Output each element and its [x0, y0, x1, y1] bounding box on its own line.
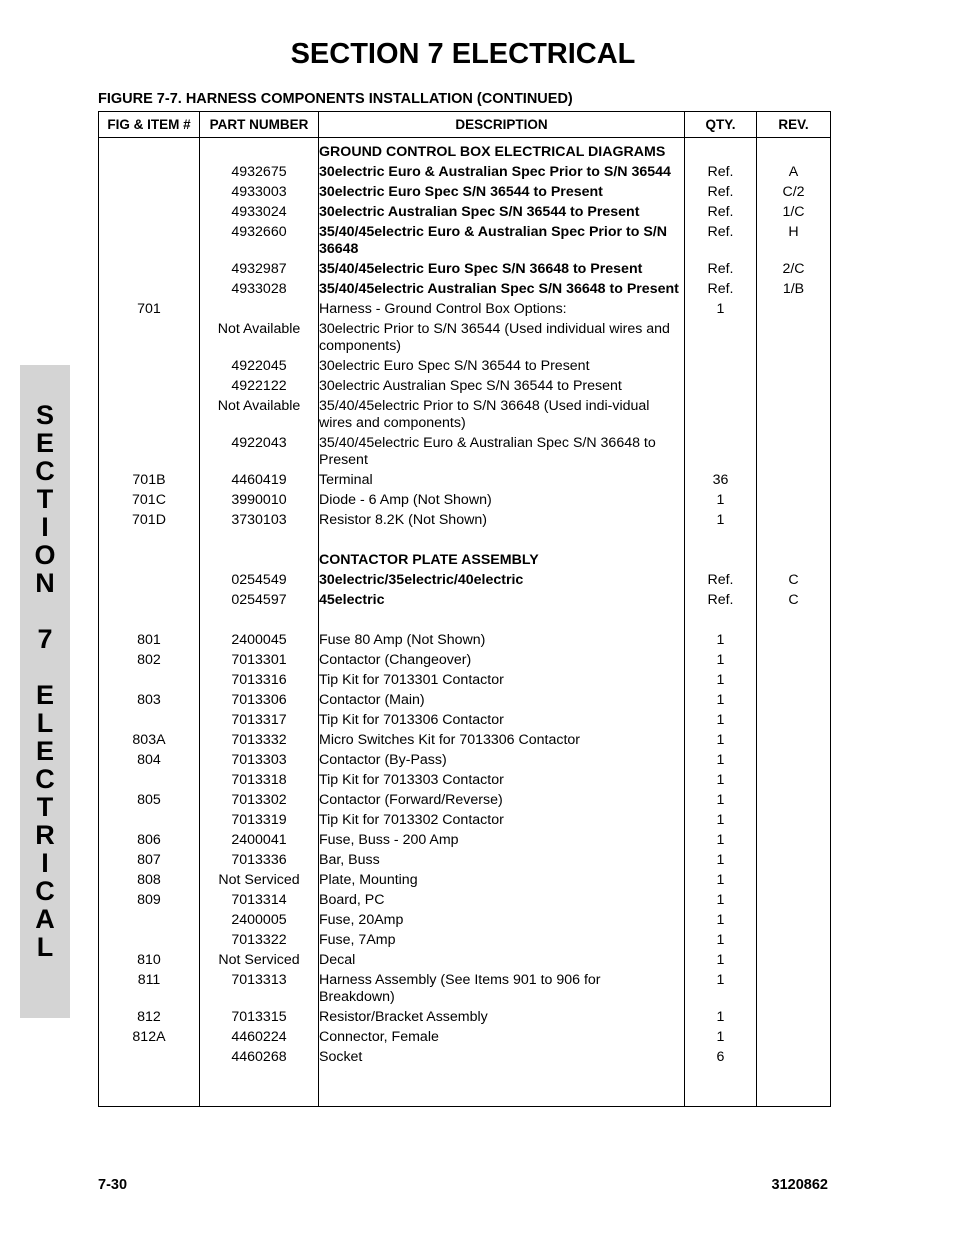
- part-number-cell: 7013322: [200, 932, 319, 952]
- qty-cell: 1: [685, 772, 757, 792]
- page-number: 7-30: [98, 1177, 128, 1193]
- table-row: [99, 832, 831, 852]
- spacer-cell: [99, 532, 200, 552]
- description-cell: Fuse, 7Amp: [319, 932, 685, 952]
- fig-item-cell: 701D: [99, 512, 200, 532]
- description-cell: Bar, Buss: [319, 852, 685, 872]
- description-cell: 35/40/45electric Euro Spec S/N 36648 to Present: [319, 261, 685, 281]
- part-number-cell: 7013301: [200, 652, 319, 672]
- fig-item-cell: [99, 164, 200, 184]
- table-row: [99, 772, 831, 792]
- table-row: [99, 892, 831, 912]
- document-number: 3120862: [771, 1177, 828, 1193]
- part-number-cell: 7013314: [200, 892, 319, 912]
- fig-item-cell: 808: [99, 872, 200, 892]
- part-number-cell: 0254549: [200, 572, 319, 592]
- table-row: [99, 184, 831, 204]
- qty-cell: [685, 321, 757, 358]
- rev-cell: [757, 492, 831, 512]
- part-number-cell: 4932675: [200, 164, 319, 184]
- rev-cell: [757, 435, 831, 472]
- description-cell: Tip Kit for 7013306 Contactor: [319, 712, 685, 732]
- fig-item-cell: [99, 932, 200, 952]
- rev-cell: [757, 832, 831, 852]
- rev-cell: A: [757, 164, 831, 184]
- fig-item-cell: 809: [99, 892, 200, 912]
- part-number-cell: 4922122: [200, 378, 319, 398]
- fig-item-cell: [99, 398, 200, 435]
- table-row: [99, 652, 831, 672]
- part-number-cell: 4933003: [200, 184, 319, 204]
- table-row: [99, 512, 831, 532]
- qty-cell: 1: [685, 892, 757, 912]
- qty-cell: 1: [685, 712, 757, 732]
- rev-cell: [757, 732, 831, 752]
- description-cell: Plate, Mounting: [319, 872, 685, 892]
- side-tab-letter: R: [35, 820, 55, 850]
- description-cell: 30electric/35electric/40electric: [319, 572, 685, 592]
- table-row: [99, 472, 831, 492]
- description-cell: Fuse 80 Amp (Not Shown): [319, 632, 685, 652]
- part-number-cell: 4933024: [200, 204, 319, 224]
- rev-cell: [757, 1049, 831, 1069]
- table-row: [99, 435, 831, 472]
- rev-cell: [757, 301, 831, 321]
- qty-cell: [685, 552, 757, 572]
- table-row: [99, 972, 831, 1009]
- qty-cell: 1: [685, 952, 757, 972]
- fig-item-cell: 806: [99, 832, 200, 852]
- description-cell: 35/40/45electric Euro & Australian Spec S/N 36648 to Present: [319, 435, 685, 472]
- description-cell: 30electric Euro Spec S/N 36544 to Present: [319, 184, 685, 204]
- fig-item-cell: [99, 138, 200, 165]
- spacer-cell: [99, 612, 200, 632]
- rev-cell: [757, 652, 831, 672]
- qty-cell: Ref.: [685, 204, 757, 224]
- fig-item-cell: [99, 552, 200, 572]
- qty-cell: Ref.: [685, 184, 757, 204]
- part-number-cell: Not Serviced: [200, 952, 319, 972]
- rev-cell: C: [757, 592, 831, 612]
- side-tab-letter: C: [35, 876, 55, 906]
- table-header-row: [99, 112, 831, 138]
- part-number-cell: 2400041: [200, 832, 319, 852]
- qty-cell: Ref.: [685, 261, 757, 281]
- description-cell: GROUND CONTROL BOX ELECTRICAL DIAGRAMS: [319, 138, 685, 165]
- table-row: [99, 872, 831, 892]
- description-cell: Harness Assembly (See Items 901 to 906 for Breakdown): [319, 972, 685, 1009]
- fig-item-cell: [99, 435, 200, 472]
- part-number-cell: 7013317: [200, 712, 319, 732]
- qty-cell: Ref.: [685, 224, 757, 261]
- fig-item-cell: 802: [99, 652, 200, 672]
- rev-cell: [757, 972, 831, 1009]
- part-number-cell: Not Available: [200, 398, 319, 435]
- description-cell: Diode - 6 Amp (Not Shown): [319, 492, 685, 512]
- fig-item-cell: [99, 378, 200, 398]
- fig-item-cell: 810: [99, 952, 200, 972]
- description-cell: 35/40/45electric Euro & Australian Spec Prior to S/N 36648: [319, 224, 685, 261]
- rev-cell: [757, 321, 831, 358]
- rev-cell: [757, 752, 831, 772]
- part-number-cell: [200, 301, 319, 321]
- fig-item-cell: 701B: [99, 472, 200, 492]
- rev-cell: [757, 472, 831, 492]
- fig-item-cell: [99, 772, 200, 792]
- part-number-cell: Not Serviced: [200, 872, 319, 892]
- rev-cell: [757, 632, 831, 652]
- table-row: [99, 321, 831, 358]
- rev-cell: [757, 512, 831, 532]
- qty-cell: [685, 378, 757, 398]
- table-row: [99, 912, 831, 932]
- description-cell: Tip Kit for 7013302 Contactor: [319, 812, 685, 832]
- qty-cell: 1: [685, 732, 757, 752]
- rev-cell: [757, 712, 831, 732]
- rev-cell: [757, 692, 831, 712]
- part-number-cell: 7013313: [200, 972, 319, 1009]
- description-cell: Tip Kit for 7013303 Contactor: [319, 772, 685, 792]
- part-number-cell: 7013318: [200, 772, 319, 792]
- rev-cell: [757, 912, 831, 932]
- fig-item-cell: [99, 321, 200, 358]
- side-tab-letter: E: [35, 680, 54, 710]
- description-cell: Harness - Ground Control Box Options:: [319, 301, 685, 321]
- column-header-rev: REV.: [757, 112, 831, 138]
- fig-item-cell: 805: [99, 792, 200, 812]
- description-cell: 30electric Euro & Australian Spec Prior to S/N 36544: [319, 164, 685, 184]
- table-row: [99, 358, 831, 378]
- part-number-cell: 4933028: [200, 281, 319, 301]
- part-number-cell: 0254597: [200, 592, 319, 612]
- table-row: [99, 732, 831, 752]
- rev-cell: H: [757, 224, 831, 261]
- fig-item-cell: [99, 281, 200, 301]
- qty-cell: 6: [685, 1049, 757, 1069]
- table-row: [99, 852, 831, 872]
- description-cell: Contactor (Forward/Reverse): [319, 792, 685, 812]
- side-tab-letter: A: [35, 904, 55, 934]
- rev-cell: [757, 1009, 831, 1029]
- table-row: [99, 398, 831, 435]
- description-cell: Connector, Female: [319, 1029, 685, 1049]
- fig-item-cell: 803A: [99, 732, 200, 752]
- description-cell: Board, PC: [319, 892, 685, 912]
- description-cell: Contactor (By-Pass): [319, 752, 685, 772]
- table-row: [99, 792, 831, 812]
- table-row: [99, 552, 831, 572]
- spacer-cell: [319, 532, 685, 552]
- description-cell: Fuse, 20Amp: [319, 912, 685, 932]
- qty-cell: Ref.: [685, 164, 757, 184]
- table-row: [99, 492, 831, 512]
- part-number-cell: 4922045: [200, 358, 319, 378]
- qty-cell: [685, 435, 757, 472]
- fig-item-cell: [99, 912, 200, 932]
- spacer-cell: [685, 532, 757, 552]
- qty-cell: 1: [685, 812, 757, 832]
- fig-item-cell: [99, 1049, 200, 1069]
- qty-cell: 1: [685, 852, 757, 872]
- fig-item-cell: [99, 261, 200, 281]
- column-header-qty: QTY.: [685, 112, 757, 138]
- description-cell: Terminal: [319, 472, 685, 492]
- qty-cell: 1: [685, 932, 757, 952]
- qty-cell: 1: [685, 1009, 757, 1029]
- qty-cell: 1: [685, 872, 757, 892]
- figure-title: FIGURE 7-7. HARNESS COMPONENTS INSTALLATION (CONTINUED): [98, 91, 573, 107]
- qty-cell: 1: [685, 792, 757, 812]
- part-number-cell: 3990010: [200, 492, 319, 512]
- qty-cell: 1: [685, 672, 757, 692]
- side-tab-letter: O: [34, 540, 56, 570]
- rev-cell: [757, 852, 831, 872]
- filler-cell: [757, 1069, 831, 1107]
- table-row: [99, 672, 831, 692]
- description-cell: 35/40/45electric Prior to S/N 36648 (Used indi-vidual wires and components): [319, 398, 685, 435]
- side-tab-letter: E: [35, 736, 54, 766]
- qty-cell: 1: [685, 912, 757, 932]
- fig-item-cell: 807: [99, 852, 200, 872]
- table-row: [99, 692, 831, 712]
- table-row: [99, 138, 831, 165]
- table-row: [99, 164, 831, 184]
- table-row: [99, 952, 831, 972]
- description-cell: 30electric Australian Spec S/N 36544 to Present: [319, 204, 685, 224]
- table-row: [99, 301, 831, 321]
- section-side-tab: [20, 365, 70, 1018]
- qty-cell: 1: [685, 972, 757, 1009]
- filler-cell: [685, 1069, 757, 1107]
- qty-cell: 36: [685, 472, 757, 492]
- description-cell: Micro Switches Kit for 7013306 Contactor: [319, 732, 685, 752]
- rev-cell: [757, 892, 831, 912]
- spacer-row: [99, 532, 831, 552]
- table-row: [99, 752, 831, 772]
- fig-item-cell: [99, 712, 200, 732]
- qty-cell: 1: [685, 752, 757, 772]
- table-row: [99, 1009, 831, 1029]
- description-cell: 30electric Prior to S/N 36544 (Used individual wires and components): [319, 321, 685, 358]
- spacer-cell: [757, 532, 831, 552]
- description-cell: Tip Kit for 7013301 Contactor: [319, 672, 685, 692]
- fig-item-cell: 803: [99, 692, 200, 712]
- side-tab-letter: 7: [37, 624, 53, 654]
- filler-cell: [319, 1069, 685, 1107]
- parts-table-body: [99, 138, 831, 1107]
- rev-cell: 1/B: [757, 281, 831, 301]
- table-row: [99, 204, 831, 224]
- fig-item-cell: [99, 812, 200, 832]
- parts-table: [98, 111, 831, 1107]
- part-number-cell: [200, 138, 319, 165]
- rev-cell: [757, 138, 831, 165]
- fig-item-cell: 812: [99, 1009, 200, 1029]
- filler-cell: [200, 1069, 319, 1107]
- side-tab-letter: T: [36, 484, 54, 514]
- qty-cell: Ref.: [685, 281, 757, 301]
- part-number-cell: 2400005: [200, 912, 319, 932]
- part-number-cell: 7013302: [200, 792, 319, 812]
- spacer-cell: [757, 612, 831, 632]
- qty-cell: 1: [685, 492, 757, 512]
- description-cell: Resistor 8.2K (Not Shown): [319, 512, 685, 532]
- rev-cell: [757, 792, 831, 812]
- qty-cell: Ref.: [685, 572, 757, 592]
- part-number-cell: [200, 552, 319, 572]
- side-tab-gap: [20, 597, 70, 625]
- side-tab-letter: T: [36, 792, 54, 822]
- filler-cell: [99, 1069, 200, 1107]
- part-number-cell: 4932660: [200, 224, 319, 261]
- table-row: [99, 1049, 831, 1069]
- description-cell: Socket: [319, 1049, 685, 1069]
- table-row: [99, 712, 831, 732]
- qty-cell: [685, 138, 757, 165]
- fig-item-cell: [99, 592, 200, 612]
- rev-cell: [757, 872, 831, 892]
- rev-cell: [757, 552, 831, 572]
- side-tab-gap: [20, 653, 70, 681]
- qty-cell: [685, 398, 757, 435]
- table-row: [99, 281, 831, 301]
- spacer-cell: [685, 612, 757, 632]
- side-tab-letter: N: [35, 568, 55, 598]
- table-row: [99, 632, 831, 652]
- side-tab-letter: C: [35, 456, 55, 486]
- part-number-cell: 4460224: [200, 1029, 319, 1049]
- rev-cell: [757, 378, 831, 398]
- table-row: [99, 224, 831, 261]
- part-number-cell: 7013336: [200, 852, 319, 872]
- qty-cell: 1: [685, 832, 757, 852]
- side-tab-letter: L: [36, 932, 54, 962]
- part-number-cell: 3730103: [200, 512, 319, 532]
- description-cell: CONTACTOR PLATE ASSEMBLY: [319, 552, 685, 572]
- qty-cell: 1: [685, 632, 757, 652]
- spacer-cell: [319, 612, 685, 632]
- qty-cell: 1: [685, 652, 757, 672]
- side-tab-letter: L: [36, 708, 54, 738]
- rev-cell: [757, 672, 831, 692]
- fig-item-cell: 804: [99, 752, 200, 772]
- description-cell: 35/40/45electric Australian Spec S/N 36648 to Present: [319, 281, 685, 301]
- part-number-cell: 7013306: [200, 692, 319, 712]
- fig-item-cell: [99, 672, 200, 692]
- part-number-cell: 4922043: [200, 435, 319, 472]
- description-cell: Contactor (Main): [319, 692, 685, 712]
- column-header-description: DESCRIPTION: [319, 112, 685, 138]
- rev-cell: [757, 812, 831, 832]
- side-tab-letter: I: [41, 848, 49, 878]
- fig-item-cell: 701: [99, 301, 200, 321]
- side-tab-letter: S: [35, 400, 54, 430]
- table-row: [99, 261, 831, 281]
- part-number-cell: 4460268: [200, 1049, 319, 1069]
- qty-cell: 1: [685, 301, 757, 321]
- qty-cell: Ref.: [685, 592, 757, 612]
- qty-cell: 1: [685, 512, 757, 532]
- side-tab-letter: E: [35, 428, 54, 458]
- part-number-cell: 7013332: [200, 732, 319, 752]
- rev-cell: 2/C: [757, 261, 831, 281]
- column-header-fig-item: FIG & ITEM #: [99, 112, 200, 138]
- description-cell: Fuse, Buss - 200 Amp: [319, 832, 685, 852]
- fig-item-cell: [99, 204, 200, 224]
- rev-cell: C: [757, 572, 831, 592]
- description-cell: Decal: [319, 952, 685, 972]
- spacer-cell: [200, 612, 319, 632]
- column-header-part-number: PART NUMBER: [200, 112, 319, 138]
- part-number-cell: 7013315: [200, 1009, 319, 1029]
- side-tab-letter: C: [35, 764, 55, 794]
- section-title: SECTION 7 ELECTRICAL: [290, 38, 636, 70]
- rev-cell: [757, 952, 831, 972]
- table-row: [99, 1029, 831, 1049]
- qty-cell: [685, 358, 757, 378]
- description-cell: 45electric: [319, 592, 685, 612]
- rev-cell: [757, 772, 831, 792]
- part-number-cell: 4932987: [200, 261, 319, 281]
- rev-cell: C/2: [757, 184, 831, 204]
- description-cell: Resistor/Bracket Assembly: [319, 1009, 685, 1029]
- spacer-row: [99, 612, 831, 632]
- fig-item-cell: 801: [99, 632, 200, 652]
- description-cell: 30electric Australian Spec S/N 36544 to Present: [319, 378, 685, 398]
- rev-cell: [757, 358, 831, 378]
- table-filler-row: [99, 1069, 831, 1107]
- spacer-cell: [200, 532, 319, 552]
- part-number-cell: 7013316: [200, 672, 319, 692]
- description-cell: Contactor (Changeover): [319, 652, 685, 672]
- rev-cell: 1/C: [757, 204, 831, 224]
- table-row: [99, 378, 831, 398]
- table-row: [99, 572, 831, 592]
- part-number-cell: 7013303: [200, 752, 319, 772]
- fig-item-cell: [99, 184, 200, 204]
- fig-item-cell: [99, 224, 200, 261]
- rev-cell: [757, 932, 831, 952]
- side-tab-letters: [20, 401, 70, 961]
- fig-item-cell: 701C: [99, 492, 200, 512]
- table-row: [99, 932, 831, 952]
- description-cell: 30electric Euro Spec S/N 36544 to Present: [319, 358, 685, 378]
- part-number-cell: 2400045: [200, 632, 319, 652]
- fig-item-cell: 812A: [99, 1029, 200, 1049]
- part-number-cell: Not Available: [200, 321, 319, 358]
- qty-cell: 1: [685, 1029, 757, 1049]
- rev-cell: [757, 1029, 831, 1049]
- fig-item-cell: [99, 358, 200, 378]
- rev-cell: [757, 398, 831, 435]
- side-tab-letter: I: [41, 512, 49, 542]
- part-number-cell: 7013319: [200, 812, 319, 832]
- qty-cell: 1: [685, 692, 757, 712]
- part-number-cell: 4460419: [200, 472, 319, 492]
- fig-item-cell: [99, 572, 200, 592]
- fig-item-cell: 811: [99, 972, 200, 1009]
- table-row: [99, 592, 831, 612]
- table-row: [99, 812, 831, 832]
